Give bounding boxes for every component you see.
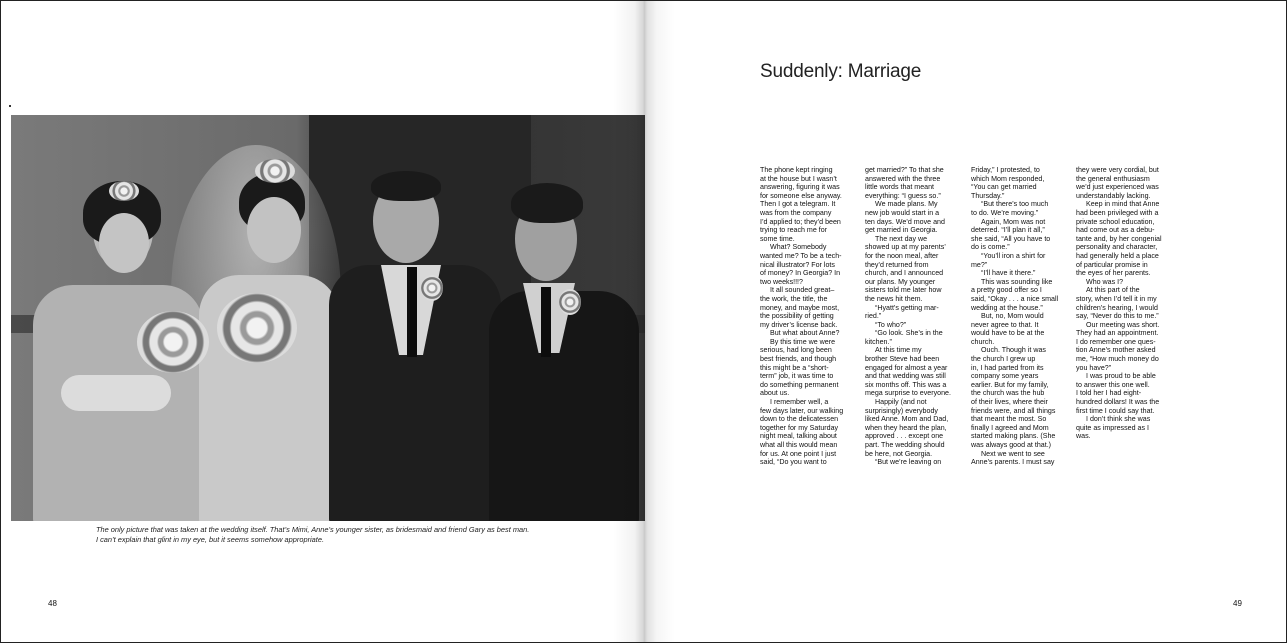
text-line: Keep in mind that Anne — [1086, 200, 1160, 209]
text-line: We made plans. My — [875, 200, 938, 209]
text-line: I remember well, a — [770, 398, 829, 407]
text-line: Happily (and not — [875, 398, 927, 407]
text-line: the news hit them. — [865, 294, 923, 303]
text-line: Then I got a telegram. It — [760, 200, 836, 209]
text-line: hundred dollars! It was the — [1076, 398, 1160, 407]
text-line: mega surprise to everyone. — [865, 389, 951, 398]
wedding-photo — [11, 115, 645, 521]
text-line: Next we went to see — [981, 449, 1045, 458]
text-line: quite as impressed as I — [1076, 423, 1149, 432]
text-line: for us. At one point I just — [760, 449, 837, 458]
text-line: this might be a “short- — [760, 363, 829, 372]
text-line: in, I had parted from its — [971, 363, 1044, 372]
text-line: liked Anne. Mom and Dad, — [865, 415, 949, 424]
page-number-left: 48 — [48, 599, 57, 608]
text-line: the general enthusiasm — [1076, 174, 1150, 183]
text-line: I’d applied to; they’d been — [760, 217, 841, 226]
text-line: had been privileged with a — [1076, 208, 1159, 217]
text-line: down to the delicatessen — [760, 415, 839, 424]
text-line: church, and I announced — [865, 269, 944, 278]
text-line: deterred. “I’ll plan it all,” — [971, 226, 1045, 235]
text-line: At this time my — [875, 346, 922, 355]
text-line: I don’t think she was — [1086, 415, 1151, 424]
text-column-3 — [971, 166, 1069, 467]
text-line: had generally held a place — [1076, 251, 1159, 260]
text-line: wanted me? To be a tech- — [760, 251, 842, 260]
text-line: do something permanent — [760, 380, 839, 389]
text-line: few days later, our walking — [760, 406, 844, 415]
text-line: get married?” To that she — [865, 166, 944, 174]
text-line: started making plans. (She — [971, 432, 1056, 441]
text-line: some time. — [760, 234, 795, 243]
text-line: Thursday.” — [971, 191, 1005, 200]
text-line: they’d returned from — [865, 260, 929, 269]
text-line: about us. — [760, 389, 790, 398]
text-line: me?” — [971, 260, 988, 269]
text-line: tion Anne’s mother asked — [1076, 346, 1156, 355]
text-line: do is come.” — [971, 243, 1010, 252]
text-line: At this part of the — [1086, 286, 1140, 295]
text-line: The next day we — [875, 234, 928, 243]
text-line: Again, Mom was not — [981, 217, 1046, 226]
photo-caption — [96, 525, 596, 544]
text-line: Ouch. Though it was — [981, 346, 1046, 355]
text-line: to do. We’re moving.” — [971, 208, 1039, 217]
text-line: to answer this one well. — [1076, 380, 1150, 389]
text-line: understandably lacking. — [1076, 191, 1151, 200]
text-column-1 — [760, 166, 858, 467]
text-line: I told her I had eight- — [1076, 389, 1142, 398]
text-line: “But we’re leaving on — [875, 458, 942, 467]
text-line: brother Steve had been — [865, 355, 940, 364]
text-line: which Mom responded, — [971, 174, 1045, 183]
text-line: “You’ll iron a shirt for — [981, 251, 1046, 260]
text-line: “I’ll have it there.” — [981, 269, 1036, 278]
text-line: me, “How much money do — [1076, 355, 1159, 364]
text-line: term” job, it was time to — [760, 372, 834, 381]
text-line: By this time we were — [770, 337, 836, 346]
text-line: kitchen.” — [865, 337, 892, 346]
caption-line: I can’t explain that glint in my eye, but it seems somehow appropriate. — [96, 534, 324, 544]
text-line: the eyes of her parents. — [1076, 269, 1151, 278]
text-line: The phone kept ringing — [760, 166, 833, 174]
text-line: our plans. My younger — [865, 277, 936, 286]
text-line: But, no, Mom would — [981, 312, 1044, 321]
text-line: answered with the three — [865, 174, 941, 183]
text-line: “You can get married — [971, 183, 1037, 192]
text-line: and that wedding was still — [865, 372, 946, 381]
text-line: Who was I? — [1086, 277, 1124, 286]
text-line: answering, figuring it was — [760, 183, 840, 192]
text-line: It all sounded great– — [770, 286, 835, 295]
text-line: best friends, and though — [760, 355, 837, 364]
text-line: the work, the title, the — [760, 294, 828, 303]
text-line: approved . . . except one — [865, 432, 944, 441]
text-line: “But there’s too much — [981, 200, 1049, 209]
text-column-2 — [865, 166, 963, 467]
text-line: of money? In Georgia? In — [760, 269, 841, 278]
text-line: friends were, and all things — [971, 406, 1056, 415]
text-line: I was proud to be able — [1086, 372, 1156, 381]
text-line: said, “Okay . . . a nice small — [971, 294, 1059, 303]
text-line: engaged for almost a year — [865, 363, 948, 372]
text-line: two weeks!!!? — [760, 277, 803, 286]
text-line: church. — [971, 337, 995, 346]
text-line: for someone else anyway. — [760, 191, 842, 200]
text-line: we’d just experienced was — [1076, 183, 1159, 192]
left-page — [1, 1, 644, 642]
text-line: first time I could say that. — [1076, 406, 1155, 415]
text-line: They had an appointment. — [1076, 329, 1159, 338]
text-line: children’s hearing, I would — [1076, 303, 1158, 312]
caption-line: The only picture that was taken at the wedding itself. That’s Mimi, Anne’s younger sister, as bridesmaid and friend Gary as best man. — [96, 525, 530, 534]
text-line: the church was the hub — [971, 389, 1045, 398]
text-line: never agree to that. It — [971, 320, 1039, 329]
text-line: was from the company — [760, 208, 832, 217]
text-line: ried.” — [865, 312, 882, 321]
text-line: they were very cordial, but — [1076, 166, 1159, 174]
text-line: get married in Georgia. — [865, 226, 938, 235]
text-line: finally I agreed and Mom — [971, 423, 1049, 432]
text-line: was. — [1076, 432, 1091, 441]
text-line: night meal, talking about — [760, 432, 837, 441]
text-line: little words that meant — [865, 183, 934, 192]
text-line: of particular promise in — [1076, 260, 1148, 269]
text-line: private school education, — [1076, 217, 1155, 226]
text-line: what all this would mean — [760, 441, 838, 449]
text-line: be here, not Georgia. — [865, 449, 933, 458]
text-line: she said, “All you have to — [971, 234, 1051, 243]
text-line: the church I grew up — [971, 355, 1036, 364]
right-page — [644, 1, 1287, 642]
text-line: sisters told me later how — [865, 286, 942, 295]
printer-mark — [9, 105, 11, 107]
text-line: a pretty good offer so I — [971, 286, 1042, 295]
text-line: story, when I’d tell it in my — [1076, 294, 1157, 303]
text-line: company some years — [971, 372, 1039, 381]
text-line: Friday,” I protested, to — [971, 166, 1040, 174]
text-line: ten days. We’d move and — [865, 217, 945, 226]
text-line: said, “Do you want to — [760, 458, 827, 467]
text-line: when they heard the plan, — [865, 423, 947, 432]
text-line: had come out as a debu- — [1076, 226, 1155, 235]
text-line: was always good at that.) — [971, 441, 1052, 449]
text-line: everything: “I guess so.” — [865, 191, 941, 200]
text-line: say, “Never do this to me.” — [1076, 312, 1159, 321]
text-line: at the house but I wasn’t — [760, 174, 837, 183]
text-line: What? Somebody — [770, 243, 827, 252]
text-line: serious, had long been — [760, 346, 832, 355]
text-line: money, and maybe most, — [760, 303, 840, 312]
text-line: Anne’s parents. I must say — [971, 458, 1055, 467]
text-line: part. The wedding should — [865, 441, 945, 449]
text-line: Our meeting was short. — [1086, 320, 1160, 329]
page-number-right: 49 — [1233, 599, 1242, 608]
text-line: “Go look. She’s in the — [875, 329, 943, 338]
text-line: you have?” — [1076, 363, 1112, 372]
text-line: surprisingly) everybody — [865, 406, 938, 415]
text-line: six months off. This was a — [865, 380, 947, 389]
text-line: new job would start in a — [865, 208, 940, 217]
text-line: trying to reach me for — [760, 226, 828, 235]
text-line: But what about Anne? — [770, 329, 840, 338]
text-line: nical illustrator? For lots — [760, 260, 835, 269]
text-line: would have to be at the — [971, 329, 1045, 338]
text-line: the possibility of getting — [760, 312, 834, 321]
text-line: earlier. But for my family, — [971, 380, 1049, 389]
text-line: “Hyatt’s getting mar- — [875, 303, 939, 312]
text-line: This was sounding like — [981, 277, 1053, 286]
text-line: that meant the most. So — [971, 415, 1047, 424]
chapter-title: Suddenly: Marriage — [760, 61, 922, 82]
text-line: my driver’s license back. — [760, 320, 838, 329]
text-line: “To who?” — [875, 320, 907, 329]
text-column-4 — [1076, 166, 1174, 441]
text-line: for the noon meal, after — [865, 251, 939, 260]
text-line: of their lives, where their — [971, 398, 1048, 407]
text-line: showed up at my parents’ — [865, 243, 946, 252]
text-line: tante and, by her congenial — [1076, 234, 1162, 243]
text-line: I do remember one ques- — [1076, 337, 1156, 346]
text-line: personality and character, — [1076, 243, 1158, 252]
text-line: wedding at the house.” — [971, 303, 1043, 312]
text-line: together for my Saturday — [760, 423, 839, 432]
